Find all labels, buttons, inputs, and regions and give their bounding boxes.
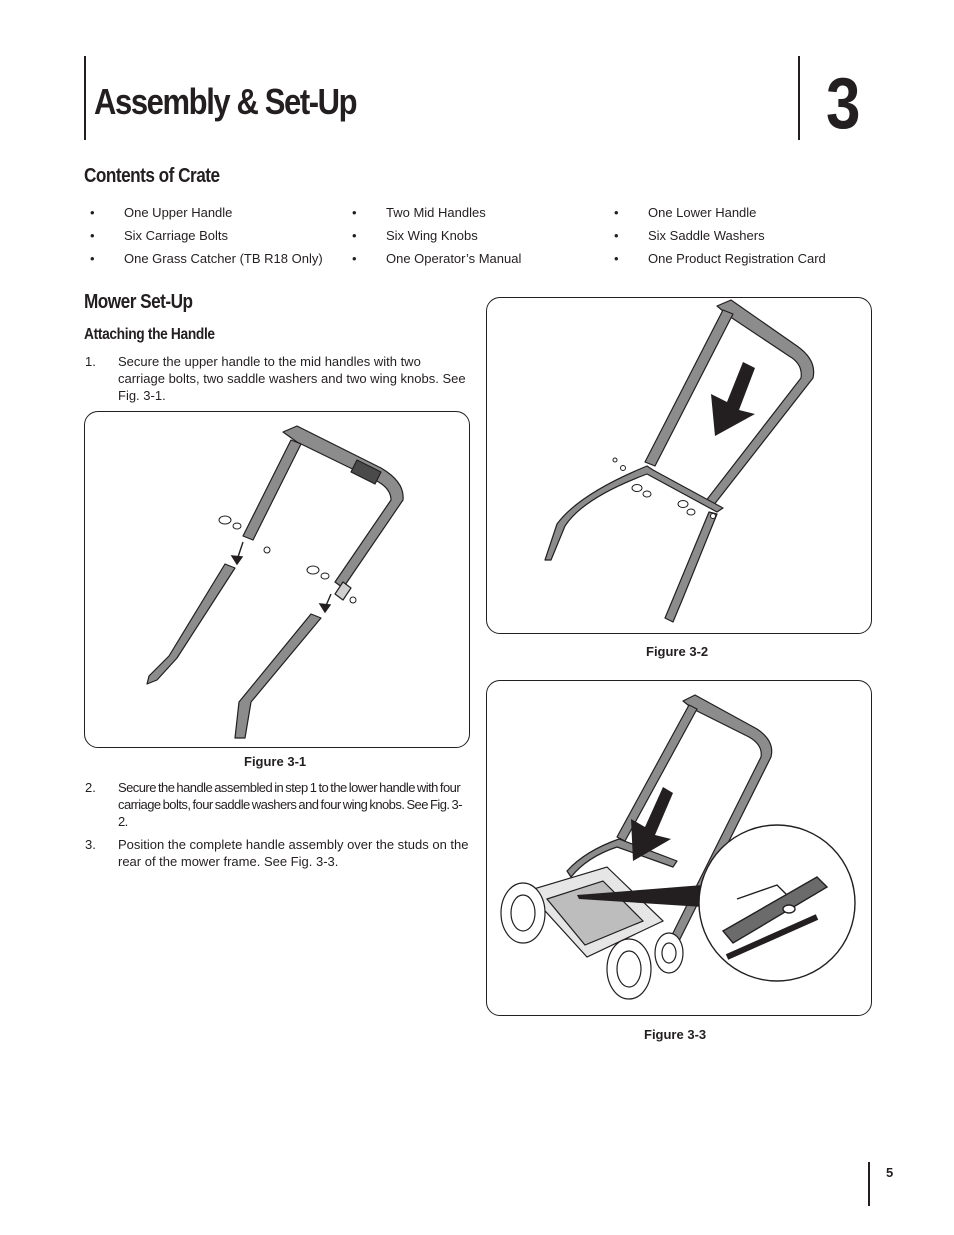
mower-assembly-illustration	[487, 681, 871, 1015]
upper-handle-illustration	[85, 412, 469, 747]
figure-3-1-caption: Figure 3-1	[244, 754, 307, 769]
figure-3-3	[486, 680, 872, 1016]
figure-3-2-caption: Figure 3-2	[646, 644, 709, 659]
page-title: Assembly & Set-Up	[94, 81, 357, 122]
attaching-handle-heading: Attaching the Handle	[84, 326, 215, 343]
step-1: 1. Secure the upper handle to the mid handles with two carriage bolts, two saddle washers and two wing knobs. See Fig. 3-1.	[85, 354, 466, 403]
footer-rule	[868, 1162, 870, 1206]
title-rule	[84, 56, 86, 140]
chapter-number: 3	[826, 64, 861, 144]
figure-3-3-caption: Figure 3-3	[644, 1027, 707, 1042]
chapter-rule	[798, 56, 800, 140]
mower-setup-heading: Mower Set-Up	[84, 291, 193, 313]
page-number: 5	[886, 1165, 894, 1180]
contents-heading: Contents of Crate	[84, 165, 220, 187]
step-3: 3. Position the complete handle assembly over the studs on the rear of the mower frame. See Fig. 3-3.	[85, 837, 469, 869]
step-2: 2. Secure the handle assembled in step 1 to the lower handle with four carriage bolts, four saddle washers and four wing knobs. See Fig. 3-2.	[85, 780, 462, 829]
figure-3-2	[486, 297, 872, 634]
full-handle-illustration	[487, 298, 871, 633]
figure-3-1	[84, 411, 470, 748]
